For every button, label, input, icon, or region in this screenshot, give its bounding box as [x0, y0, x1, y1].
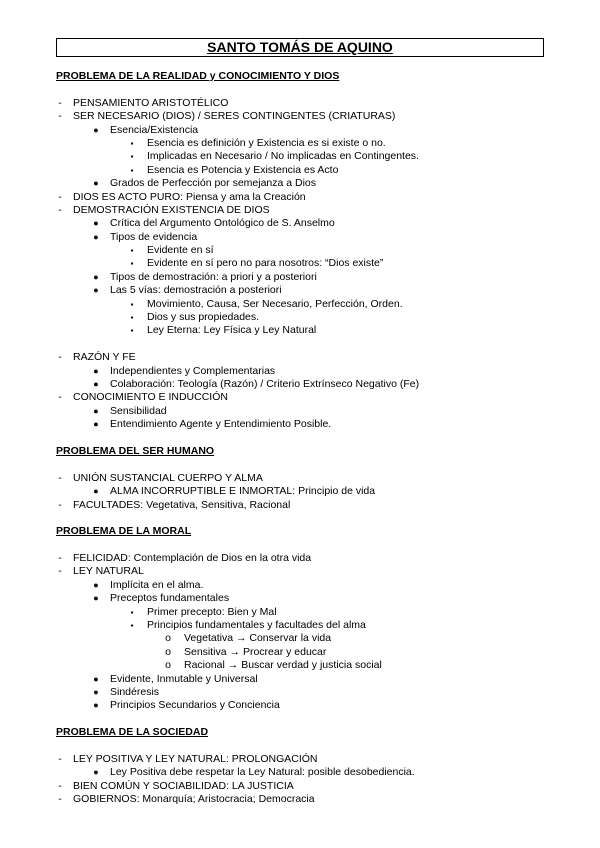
list-item: ● Independientes y Complementarias — [93, 364, 276, 377]
list-item: ● ALMA INCORRUPTIBLE E INMORTAL: Principio de vida — [93, 485, 376, 498]
circle-bullet: o — [165, 659, 171, 672]
list-item: o Vegetativa → Conservar la vida — [165, 632, 332, 645]
dot-bullet: ● — [93, 285, 99, 296]
spacer — [56, 512, 556, 525]
dot-bullet: ● — [93, 700, 99, 711]
list-item: ● Tipos de evidencia — [93, 230, 198, 243]
square-bullet: ▪ — [130, 246, 134, 256]
dash-bullet: - — [58, 565, 62, 578]
dot-bullet: ● — [93, 124, 99, 135]
dot-bullet: ● — [93, 365, 99, 376]
dot-bullet: ● — [93, 686, 99, 697]
section-heading-sociedad: PROBLEMA DE LA SOCIEDAD — [56, 726, 209, 739]
dot-bullet: ● — [93, 419, 99, 430]
list-item: ● Ley Positiva debe respetar la Ley Natural: posible desobediencia. — [93, 766, 415, 779]
list-item: - UNIÓN SUSTANCIAL CUERPO Y ALMA — [56, 472, 556, 485]
dash-bullet: - — [58, 391, 62, 404]
list-item: - BIEN COMÚN Y SOCIABILIDAD: LA JUSTICIA — [56, 780, 556, 793]
list-item: ▪ Movimiento, Causa, Ser Necesario, Perfección, Orden. — [56, 298, 556, 311]
section-heading-moral: PROBLEMA DE LA MORAL — [56, 525, 192, 538]
dot-bullet: ● — [93, 271, 99, 282]
dot-bullet: ● — [93, 486, 99, 497]
section-heading-realidad: PROBLEMA DE LA REALIDAD y CONOCIMIENTO Y DIOS — [56, 70, 340, 82]
list-item: - FACULTADES: Vegetativa, Sensitiva, Racional — [56, 499, 556, 512]
list-item: ● Las 5 vías: demostración a posteriori — [93, 284, 282, 297]
list-item: - SER NECESARIO (DIOS) / SERES CONTINGENTES (CRIATURAS) — [56, 110, 556, 123]
dot-bullet: ● — [93, 593, 99, 604]
list-item: o Sensitiva → Procrear y educar — [165, 645, 327, 658]
dash-bullet: - — [58, 752, 62, 765]
list-item: - FELICIDAD: Contemplación de Dios en la otra vida — [56, 552, 556, 565]
document-title: SANTO TOMÁS DE AQUINO — [207, 39, 393, 55]
list-item: - PENSAMIENTO ARISTOTÉLICO — [56, 97, 556, 110]
dot-bullet: ● — [93, 767, 99, 778]
list-item: ● Grados de Perfección por semejanza a Dios — [93, 177, 317, 190]
circle-bullet: o — [165, 632, 171, 645]
list-item: ▪ Esencia es definición y Existencia es si existe o no. — [56, 137, 556, 150]
document-title-box — [56, 38, 544, 57]
list-item: ▪ Principios fundamentales y facultades del alma — [56, 619, 556, 632]
list-item: ● Tipos de demostración: a priori y a posteriori — [93, 270, 317, 283]
spacer — [56, 713, 556, 726]
list-item: ● Colaboración: Teología (Razón) / Criterio Extrínseco Negativo (Fe) — [93, 377, 420, 390]
square-bullet: ▪ — [130, 152, 134, 162]
list-item: - RAZÓN Y FE — [56, 351, 556, 364]
dash-bullet: - — [58, 498, 62, 511]
dash-bullet: - — [58, 552, 62, 565]
section-heading-ser-humano: PROBLEMA DEL SER HUMANO — [56, 444, 215, 457]
dash-bullet: - — [58, 110, 62, 123]
dash-bullet: - — [58, 471, 62, 484]
square-bullet: ▪ — [130, 165, 134, 175]
list-item: ● Sindéresis — [93, 685, 160, 698]
list-item: ▪ Ley Eterna: Ley Física y Ley Natural — [56, 324, 556, 337]
list-item: ▪ Esencia es Potencia y Existencia es Acto — [56, 164, 556, 177]
list-item: ● Principios Secundarios y Conciencia — [93, 699, 280, 712]
list-item: - DEMOSTRACIÓN EXISTENCIA DE DIOS — [56, 204, 556, 217]
square-bullet: ▪ — [130, 326, 134, 336]
dot-bullet: ● — [93, 218, 99, 229]
list-item: - LEY POSITIVA Y LEY NATURAL: PROLONGACIÓN — [56, 753, 556, 766]
dot-bullet: ● — [93, 405, 99, 416]
dash-bullet: - — [58, 779, 62, 792]
dot-bullet: ● — [93, 378, 99, 389]
list-item: ● Preceptos fundamentales — [93, 592, 230, 605]
list-item: ▪ Primer precepto: Bien y Mal — [56, 606, 556, 619]
list-item: - GOBIERNOS: Monarquía; Aristocracia; Democracia — [56, 793, 556, 806]
dash-bullet: - — [58, 96, 62, 109]
list-item: - CONOCIMIENTO E INDUCCIÓN — [56, 391, 556, 404]
dot-bullet: ● — [93, 673, 99, 684]
list-item: ● Entendimiento Agente y Entendimiento Posible. — [93, 418, 332, 431]
document-body — [56, 70, 556, 806]
list-item: ▪ Evidente en sí — [56, 244, 556, 257]
spacer — [56, 338, 556, 351]
list-item: ▪ Implicadas en Necesario / No implicadas en Contingentes. — [56, 150, 556, 163]
square-bullet: ▪ — [130, 621, 134, 631]
dash-bullet: - — [58, 203, 62, 216]
square-bullet: ▪ — [130, 138, 134, 148]
list-item: - LEY NATURAL — [56, 565, 556, 578]
dash-bullet: - — [58, 351, 62, 364]
dot-bullet: ● — [93, 231, 99, 242]
list-item: ● Esencia/Existencia — [93, 123, 199, 136]
list-item: - DIOS ES ACTO PURO: Piensa y ama la Creación — [56, 191, 556, 204]
list-item: ● Sensibilidad — [93, 404, 167, 417]
square-bullet: ▪ — [130, 313, 134, 323]
list-item: ● Implícita en el alma. — [93, 578, 204, 591]
dash-bullet: - — [58, 793, 62, 806]
square-bullet: ▪ — [130, 299, 134, 309]
dot-bullet: ● — [93, 178, 99, 189]
list-item: ▪ Evidente en sí pero no para nosotros: “Dios existe” — [56, 257, 556, 270]
list-item: ● Evidente, Inmutable y Universal — [93, 672, 258, 685]
list-item: o Racional → Buscar verdad y justicia social — [165, 659, 382, 672]
dot-bullet: ● — [93, 579, 99, 590]
dash-bullet: - — [58, 190, 62, 203]
square-bullet: ▪ — [130, 259, 134, 269]
circle-bullet: o — [165, 645, 171, 658]
spacer — [56, 432, 556, 445]
square-bullet: ▪ — [130, 607, 134, 617]
list-item: ▪ Dios y sus propiedades. — [56, 311, 556, 324]
list-item: ● Crítica del Argumento Ontológico de S. Anselmo — [93, 217, 335, 230]
